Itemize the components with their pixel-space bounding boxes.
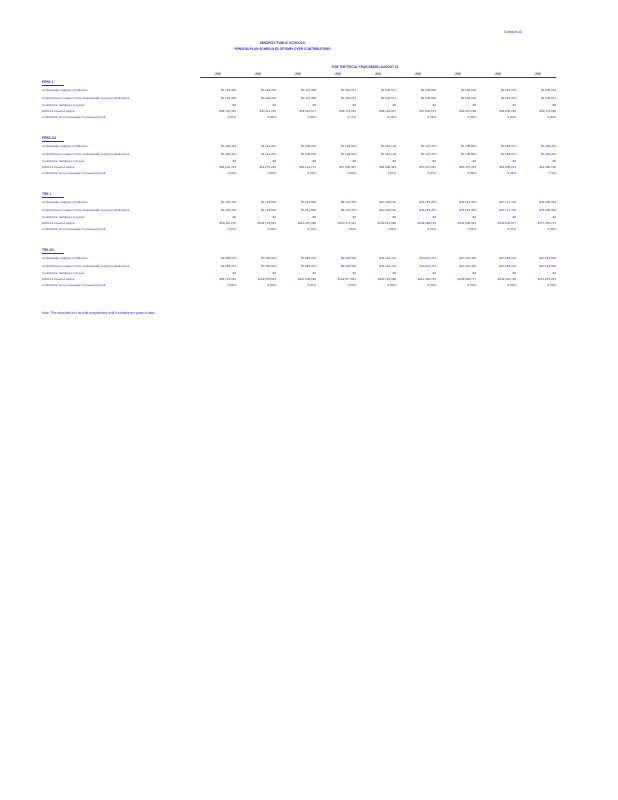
table-cell: 6.97% (307, 283, 316, 287)
row-label: Contribution as a percentage of covered payroll (42, 227, 106, 231)
table-cell: $3,301,329 (220, 200, 236, 204)
table-cell: $27,037,061 (419, 165, 436, 169)
table-cell: $25,868,213 (499, 165, 516, 169)
table-cell: $0 (272, 103, 276, 107)
row-label: Contribution as a percentage of covered payroll (42, 171, 106, 175)
table-cell: $2,248,990 (420, 96, 436, 100)
table-cell: $0 (552, 159, 556, 163)
table-cell: $0 (232, 103, 236, 107)
table-cell: $0 (512, 159, 516, 163)
table-cell: 6.37% (507, 227, 516, 231)
table-cell: $1,113,091 (261, 144, 276, 148)
section-title: PERS 2/3 (42, 136, 56, 140)
table-cell: $116,287,388 (297, 221, 316, 225)
table-cell: $1,300,393 (220, 144, 236, 148)
table-cell: $0 (312, 271, 316, 275)
table-cell: $10,058,278 (499, 256, 516, 260)
table-cell: 6.81% (267, 283, 276, 287)
table-cell: $10,771,726 (499, 200, 516, 204)
table-cell: 5.33% (307, 171, 316, 175)
table-cell: $0 (472, 271, 476, 275)
table-cell: $7,213,590 (300, 208, 316, 212)
table-cell: $23,073,262 (259, 165, 276, 169)
table-cell: $0 (472, 215, 476, 219)
column-header: 20X (415, 72, 421, 76)
column-header: 20X (455, 72, 461, 76)
table-cell: $1,390,913 (340, 96, 356, 100)
table-cell: 5.18% (387, 115, 396, 119)
table-cell: $1,323,128 (380, 152, 396, 156)
table-cell: $10,163,839 (539, 256, 556, 260)
table-cell: $2,023,313 (500, 88, 516, 92)
table-cell: $0 (232, 271, 236, 275)
table-cell: $8,370,362 (340, 200, 356, 204)
table-cell: $0 (352, 215, 356, 219)
table-cell: $128,803,717 (457, 277, 476, 281)
row-label: Contribution deficiency (excess) (42, 159, 85, 163)
table-cell: 5.60% (547, 115, 556, 119)
table-cell: $0 (432, 271, 436, 275)
table-cell: $1,113,091 (261, 152, 276, 156)
table-cell: $10,163,839 (539, 264, 556, 268)
table-cell: $25,131,274 (299, 165, 316, 169)
column-header: 20X (215, 72, 221, 76)
table-cell: $2,260,130 (460, 88, 476, 92)
table-cell: $9,304,933 (340, 256, 356, 260)
table-cell: $11,086,083 (539, 208, 556, 212)
table-cell: $99,110,270 (219, 221, 236, 225)
table-cell: $1,738,803 (460, 152, 476, 156)
table-cell: 4.04% (347, 171, 356, 175)
table-cell: $1,023,246 (260, 88, 276, 92)
table-cell: $10,013,113 (419, 264, 436, 268)
table-cell: $7,883,231 (300, 256, 316, 260)
section-title: PERS 1 (42, 80, 54, 84)
table-cell: $110,336,638 (297, 277, 316, 281)
table-cell: $35,038,258 (499, 109, 516, 113)
table-cell: 8.03% (507, 283, 516, 287)
table-cell: $7,082,003 (260, 264, 276, 268)
table-cell: 8.21% (427, 227, 436, 231)
table-cell: $28,222,793 (219, 165, 236, 169)
table-cell: $122,077,862 (337, 277, 356, 281)
table-cell: $0 (392, 271, 396, 275)
table-cell: $3,083,913 (220, 264, 236, 268)
table-cell: $36,173,020 (339, 109, 356, 113)
table-cell: $38,702,320 (219, 109, 236, 113)
table-cell: $0 (232, 159, 236, 163)
section-title-underline (42, 85, 64, 86)
row-label: Contribution as a percentage of covered payroll (42, 115, 106, 119)
table-cell: $10,316,306 (459, 264, 476, 268)
table-cell: $0 (552, 103, 556, 107)
table-cell: $1,598,071 (500, 152, 516, 156)
table-cell: 8.01% (467, 283, 476, 287)
table-cell: $1,371,368 (300, 88, 316, 92)
table-cell: 7.72% (547, 171, 556, 175)
table-cell: $33,173,690 (539, 109, 556, 113)
table-cell: $1,390,913 (340, 88, 356, 92)
schedule-label: Schedule A5 (504, 30, 522, 34)
table-cell: $0 (272, 159, 276, 163)
table-cell: $109,733,593 (257, 221, 276, 225)
table-cell: $0 (472, 159, 476, 163)
table-cell: $39,310,107 (299, 109, 316, 113)
table-cell: 4.82% (267, 171, 276, 175)
table-cell: 6.21% (307, 227, 316, 231)
table-cell: $0 (312, 215, 316, 219)
table-cell: 6.09% (547, 227, 556, 231)
table-cell: 7.95% (387, 227, 396, 231)
table-cell: 7.61% (347, 283, 356, 287)
table-cell: $177,352,273 (537, 221, 556, 225)
table-cell: $7,883,231 (300, 264, 316, 268)
table-cell: 3.77% (347, 115, 356, 119)
row-label: Contribution deficiency (excess) (42, 215, 85, 219)
table-cell: $11,101,729 (379, 256, 396, 260)
table-cell: $11,086,083 (539, 200, 556, 204)
table-cell: 9.35% (387, 283, 396, 287)
table-cell: 4.29% (267, 227, 276, 231)
column-header: 20X (495, 72, 501, 76)
table-cell: $9,304,933 (340, 264, 356, 268)
table-cell: $1,023,246 (260, 96, 276, 100)
row-label: District's covered payroll (42, 221, 75, 225)
table-cell: $1,300,062 (540, 144, 556, 148)
table-cell: $10,316,306 (459, 256, 476, 260)
table-cell: $0 (472, 103, 476, 107)
table-cell: 8.91% (427, 283, 436, 287)
table-cell: $11,101,729 (379, 264, 396, 268)
table-cell: 6.18% (507, 171, 516, 175)
section-title-underline (42, 197, 64, 198)
table-cell: $11,831,303 (459, 200, 476, 204)
table-cell: $133,630,728 (497, 277, 516, 281)
table-cell: $2,032,617 (380, 96, 396, 100)
section-title: TRS 2/3 (42, 248, 54, 252)
table-cell: 3.06% (267, 115, 276, 119)
column-header: 20X (255, 72, 261, 76)
table-cell: $22,380,106 (539, 165, 556, 169)
row-label: Contractually required contribution (42, 88, 88, 92)
column-header: 20X (335, 72, 341, 76)
table-cell: $0 (352, 271, 356, 275)
table-cell: $8,370,362 (340, 208, 356, 212)
table-cell: $2,260,130 (460, 96, 476, 100)
row-label: District's covered payroll (42, 277, 75, 281)
table-cell: $112,320,379 (417, 277, 436, 281)
row-label: Contribution deficiency (excess) (42, 103, 85, 107)
table-cell: $0 (432, 159, 436, 163)
table-cell: $1,193,360 (220, 96, 236, 100)
table-cell: $1,323,128 (380, 144, 396, 148)
table-cell: $3,083,913 (220, 256, 236, 260)
table-cell: 3.86% (227, 283, 236, 287)
table-cell: $1,339,918 (300, 144, 316, 148)
report-title-line2: PENSION PLAN SCHEDULES OF EMPLOYER CONTRIBUTIONS (234, 47, 331, 51)
table-cell: $4,703,693 (260, 200, 276, 204)
table-cell: $7,213,590 (300, 200, 316, 204)
row-label: Contributions in relation to the contractually required contributions (42, 264, 130, 268)
row-label: Contribution deficiency (excess) (42, 271, 85, 275)
table-cell: 5.07% (427, 171, 436, 175)
table-cell: $0 (432, 103, 436, 107)
table-cell: $27,905,087 (339, 165, 356, 169)
table-cell: $0 (552, 271, 556, 275)
table-cell: $1,339,918 (300, 152, 316, 156)
table-cell: $0 (392, 103, 396, 107)
table-cell: $1,128,003 (340, 144, 356, 148)
table-cell: $1,193,360 (220, 88, 236, 92)
table-cell: $1,371,362 (420, 144, 436, 148)
table-cell: $130,613,988 (377, 221, 396, 225)
table-cell: 3.49% (307, 115, 316, 119)
table-cell: $4,703,693 (260, 208, 276, 212)
table-cell: $0 (552, 215, 556, 219)
table-cell: $0 (352, 159, 356, 163)
section-title-underline (42, 253, 64, 254)
table-cell: $11,831,303 (459, 208, 476, 212)
table-cell: 7.00% (347, 227, 356, 231)
table-cell: $10,013,113 (419, 256, 436, 260)
report-title-line1: MINORITY PUBLIC SCHOOLS (260, 41, 305, 45)
table-cell: $10,339,136 (379, 200, 396, 204)
column-header: 20X (375, 72, 381, 76)
table-cell: 8.33% (547, 283, 556, 287)
table-cell: $2,248,990 (420, 88, 436, 92)
table-cell: $2,135,913 (540, 88, 556, 92)
row-label: Contractually required contribution (42, 256, 88, 260)
table-cell: $7,082,003 (260, 256, 276, 260)
table-cell: $0 (272, 215, 276, 219)
table-cell: $0 (392, 215, 396, 219)
table-cell: $33,411,370 (259, 109, 276, 113)
table-cell: $0 (232, 215, 236, 219)
table-cell: $0 (312, 103, 316, 107)
column-header: 20X (295, 72, 301, 76)
table-cell: $167,873,283 (537, 277, 556, 281)
table-cell: $2,032,617 (380, 88, 396, 92)
table-cell: 4.61% (227, 171, 236, 175)
table-cell: 3.87% (227, 227, 236, 231)
table-cell: $2,023,313 (500, 96, 516, 100)
table-cell: $149,633,677 (497, 221, 516, 225)
report-title-line3: FOR THE FISCAL YEAR ENDED AUGUST 31 (331, 65, 399, 69)
table-cell: $0 (352, 103, 356, 107)
table-cell: $139,668,133 (417, 221, 436, 225)
table-cell: $36,097,188 (459, 109, 476, 113)
column-header: 20X (535, 72, 541, 76)
table-cell: $0 (312, 159, 316, 163)
table-cell: $37,930,273 (419, 109, 436, 113)
table-cell: $10,771,726 (499, 208, 516, 212)
table-cell: $10,339,136 (379, 208, 396, 212)
table-cell: $120,179,112 (337, 221, 356, 225)
table-cell: $0 (272, 271, 276, 275)
table-cell: $1,598,071 (500, 144, 516, 148)
table-cell: $103,978,863 (257, 277, 276, 281)
table-cell: $11,283,287 (419, 208, 436, 212)
row-label: Contractually required contribution (42, 144, 88, 148)
row-label: District's covered payroll (42, 109, 75, 113)
table-cell: 4.67% (387, 171, 396, 175)
header-rule (200, 77, 556, 78)
table-cell: $99,701,022 (219, 277, 236, 281)
row-label: Contributions in relation to the contractually required contributions (42, 96, 130, 100)
table-cell: $143,338,093 (457, 221, 476, 225)
table-cell: $10,058,278 (499, 264, 516, 268)
table-cell: $1,300,062 (540, 152, 556, 156)
table-cell: 5.60% (507, 115, 516, 119)
table-cell: $0 (512, 215, 516, 219)
row-label: Contributions in relation to the contractually required contributions (42, 208, 130, 212)
table-cell: $0 (512, 103, 516, 107)
table-cell: $0 (512, 271, 516, 275)
table-cell: $0 (392, 159, 396, 163)
section-title: TRS 1 (42, 192, 52, 196)
table-cell: $3,301,329 (220, 208, 236, 212)
section-title-underline (42, 141, 64, 142)
table-cell: 6.59% (467, 171, 476, 175)
table-cell: 3.07% (227, 115, 236, 119)
table-cell: $118,722,088 (377, 277, 396, 281)
table-cell: $0 (432, 215, 436, 219)
footnote: Note: This schedule is to be built prospectively until it contains ten years of data. (42, 311, 155, 315)
table-cell: $11,283,287 (419, 200, 436, 204)
table-cell: $1,128,003 (340, 152, 356, 156)
row-label: Contribution as a percentage of covered payroll (42, 283, 106, 287)
table-cell: $1,738,803 (460, 144, 476, 148)
table-cell: $38,293,637 (379, 109, 396, 113)
table-cell: $1,371,362 (420, 152, 436, 156)
table-cell: $1,371,368 (300, 96, 316, 100)
row-label: Contractually required contribution (42, 200, 88, 204)
table-cell: $28,298,383 (379, 165, 396, 169)
table-cell: $1,300,393 (220, 152, 236, 156)
row-label: Contributions in relation to the contractually required contributions (42, 152, 130, 156)
table-cell: 6.09% (467, 115, 476, 119)
table-cell: 5.78% (427, 115, 436, 119)
table-cell: $2,135,913 (540, 96, 556, 100)
table-cell: 7.65% (467, 227, 476, 231)
row-label: District's covered payroll (42, 165, 75, 169)
table-cell: $26,370,303 (459, 165, 476, 169)
